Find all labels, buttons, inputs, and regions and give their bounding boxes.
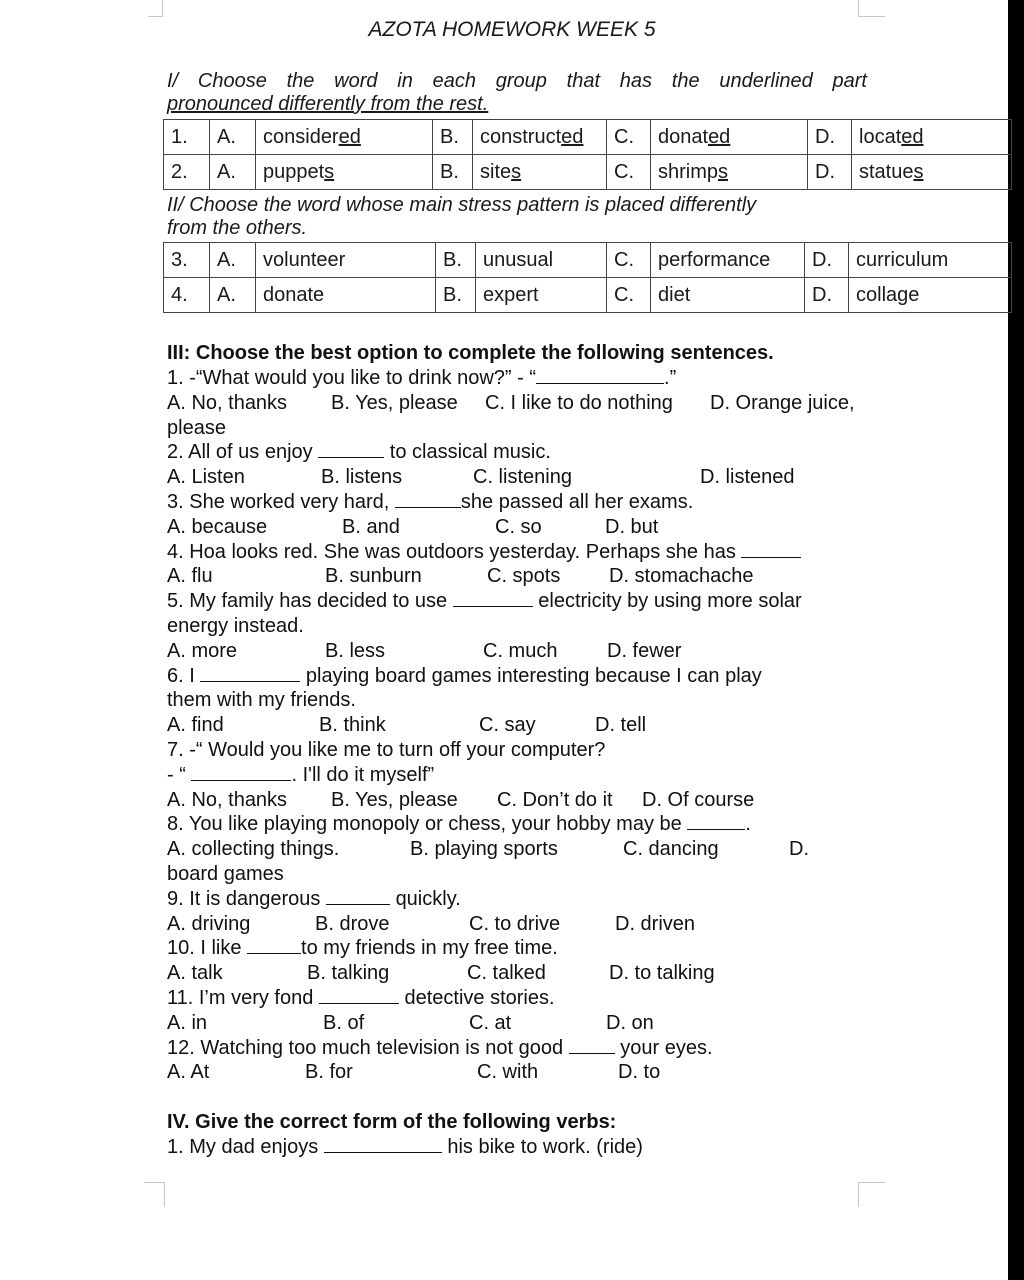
- crop-mark-top-right: [858, 0, 885, 17]
- option-word: unusual: [476, 243, 607, 278]
- option-d[interactable]: D. to: [618, 1061, 661, 1084]
- option-d[interactable]: D. driven: [615, 912, 696, 935]
- options-2: [167, 465, 887, 490]
- answer-blank[interactable]: [318, 442, 384, 458]
- option-c[interactable]: C. to drive: [469, 912, 561, 935]
- option-a[interactable]: A. At: [167, 1061, 210, 1084]
- right-edge-bar: [1008, 0, 1024, 1280]
- option-a[interactable]: A. collecting things.: [167, 838, 340, 861]
- option-d[interactable]: D.: [789, 838, 809, 861]
- option-word: expert: [476, 278, 607, 313]
- section2-line2: from the others.: [167, 217, 308, 239]
- question-1: 1. -“What would you like to drink now?” - “ .”: [167, 367, 677, 389]
- option-c[interactable]: C. Don’t do it: [497, 788, 613, 811]
- question-11: 11. I’m very fond detective stories.: [167, 986, 555, 1009]
- answer-blank[interactable]: [536, 368, 664, 384]
- option-letter: D.: [808, 120, 852, 155]
- option-c[interactable]: C. dancing: [623, 838, 719, 861]
- crop-mark-top-left: [148, 0, 163, 17]
- question-5: 5. My family has decided to use electricity by using more solar: [167, 590, 802, 613]
- row-number: 4.: [164, 278, 210, 313]
- option-b[interactable]: B. Yes, please: [331, 788, 458, 811]
- option-a[interactable]: A. more: [167, 639, 238, 662]
- option-d[interactable]: D. but: [605, 515, 659, 538]
- answer-blank[interactable]: [569, 1038, 615, 1054]
- option-c[interactable]: C. at: [469, 1011, 512, 1034]
- answer-blank[interactable]: [741, 542, 801, 558]
- options-12: [167, 1060, 887, 1085]
- option-c[interactable]: C. much: [483, 639, 558, 662]
- option-c[interactable]: C. spots: [487, 565, 561, 588]
- option-letter: C.: [607, 155, 651, 190]
- option-word: puppets: [256, 155, 433, 190]
- page-title: AZOTA HOMEWORK WEEK 5: [368, 18, 656, 41]
- option-b[interactable]: B. drove: [315, 912, 390, 935]
- option-b[interactable]: B. of: [323, 1011, 365, 1034]
- option-word: shrimps: [651, 155, 808, 190]
- question-6: 6. I playing board games interesting because I can play: [167, 664, 762, 687]
- question-6-continued: them with my friends.: [167, 689, 356, 712]
- option-word: considered: [256, 120, 433, 155]
- table-row: [164, 155, 1012, 190]
- question-3: 3. She worked very hard, she passed all her exams.: [167, 490, 694, 513]
- options-3: [167, 515, 887, 540]
- options-10: [167, 961, 887, 986]
- answer-blank[interactable]: [395, 492, 461, 508]
- option-letter: A.: [210, 120, 256, 155]
- option-word: collage: [849, 278, 1012, 313]
- answer-blank[interactable]: [324, 1137, 442, 1153]
- option-b[interactable]: B. and: [342, 515, 400, 538]
- table-row: [164, 243, 1012, 278]
- option-d[interactable]: D. on: [606, 1011, 654, 1034]
- row-number: 1.: [164, 120, 210, 155]
- options-11: [167, 1011, 887, 1036]
- option-b[interactable]: B. for: [305, 1061, 353, 1084]
- option-a[interactable]: A. No, thanks: [167, 788, 288, 811]
- option-a[interactable]: A. No, thanks: [167, 391, 288, 414]
- section3: [167, 340, 887, 1160]
- answer-blank[interactable]: [687, 814, 745, 830]
- options-8: [167, 837, 887, 862]
- option-word: sites: [473, 155, 607, 190]
- option-word: located: [852, 120, 1012, 155]
- answer-blank[interactable]: [319, 988, 399, 1004]
- option-word: volunteer: [256, 243, 436, 278]
- option-word: constructed: [473, 120, 607, 155]
- option-d-continued: please: [167, 416, 226, 439]
- question-2: 2. All of us enjoy to classical music.: [167, 441, 551, 464]
- option-letter: D.: [805, 243, 849, 278]
- option-d[interactable]: D. Orange juice,: [710, 391, 855, 414]
- option-d[interactable]: D. to talking: [609, 962, 715, 985]
- option-word: diet: [651, 278, 805, 313]
- option-word: donate: [256, 278, 436, 313]
- section1-instruction: [167, 70, 867, 116]
- question-7: 7. -“ Would you like me to turn off your computer?: [167, 738, 606, 761]
- options-4: [167, 564, 887, 589]
- options-9: [167, 912, 887, 937]
- row-number: 2.: [164, 155, 210, 190]
- option-word: statues: [852, 155, 1012, 190]
- option-word: curriculum: [849, 243, 1012, 278]
- option-a[interactable]: A. flu: [167, 565, 213, 588]
- option-b[interactable]: B. less: [325, 639, 386, 662]
- section3-heading: III: Choose the best option to complete the following sentences.: [167, 342, 774, 364]
- row-number: 3.: [164, 243, 210, 278]
- option-a[interactable]: A. because: [167, 515, 268, 538]
- option-b[interactable]: B. think: [319, 714, 386, 737]
- crop-mark-bottom-left: [144, 1182, 165, 1207]
- answer-blank[interactable]: [247, 938, 301, 954]
- option-a[interactable]: A. find: [167, 714, 224, 737]
- option-c[interactable]: C. talked: [467, 962, 546, 985]
- option-b[interactable]: B. listens: [321, 466, 403, 489]
- section1-line2: pronounced differently from the rest.: [167, 93, 489, 115]
- section2-line1: II/ Choose the word whose main stress pattern is placed differently: [167, 194, 757, 216]
- option-a[interactable]: A. in: [167, 1011, 208, 1034]
- option-b[interactable]: B. playing sports: [410, 838, 558, 861]
- option-a[interactable]: A. driving: [167, 912, 251, 935]
- table-row: [164, 278, 1012, 313]
- section1-table: [163, 119, 1012, 190]
- question-9: 9. It is dangerous quickly.: [167, 887, 461, 910]
- option-letter: C.: [607, 120, 651, 155]
- options-6: [167, 713, 887, 738]
- option-letter: A.: [210, 155, 256, 190]
- option-letter: C.: [607, 278, 651, 313]
- question-10: 10. I like to my friends in my free time.: [167, 937, 558, 960]
- option-letter: D.: [805, 278, 849, 313]
- answer-blank[interactable]: [200, 666, 300, 682]
- options-5: [167, 639, 887, 664]
- crop-mark-bottom-right: [858, 1182, 885, 1207]
- options-1: [167, 391, 887, 416]
- option-b[interactable]: B. talking: [307, 962, 390, 985]
- option-a[interactable]: A. talk: [167, 962, 223, 985]
- option-d[interactable]: D. tell: [595, 714, 647, 737]
- option-letter: B.: [433, 120, 473, 155]
- options-7: [167, 788, 887, 813]
- answer-blank[interactable]: [191, 765, 291, 781]
- section4-heading: IV. Give the correct form of the following verbs:: [167, 1111, 617, 1134]
- option-letter: B.: [433, 155, 473, 190]
- option-letter: D.: [808, 155, 852, 190]
- question-4: 4. Hoa looks red. She was outdoors yesterday. Perhaps she has: [167, 540, 887, 565]
- option-c[interactable]: C. with: [477, 1061, 539, 1084]
- option-d[interactable]: D. fewer: [607, 639, 682, 662]
- option-c[interactable]: C. so: [495, 515, 542, 538]
- table-row: [164, 120, 1012, 155]
- option-d[interactable]: D. stomachache: [609, 565, 754, 588]
- question-7-reply: - “ . I'll do it myself”: [167, 763, 435, 786]
- option-letter: B.: [436, 278, 476, 313]
- section2-table: [163, 242, 1012, 313]
- section1-line1: I/ Choose the word in each group that has the underlined part: [167, 70, 867, 92]
- option-d-continued: board games: [167, 862, 284, 885]
- question-5-continued: energy instead.: [167, 614, 304, 637]
- option-letter: C.: [607, 243, 651, 278]
- question-12: 12. Watching too much television is not good your eyes.: [167, 1036, 713, 1059]
- option-d[interactable]: D. Of course: [642, 788, 755, 811]
- option-word: performance: [651, 243, 805, 278]
- section2-instruction: [167, 194, 867, 240]
- answer-blank[interactable]: [326, 889, 390, 905]
- section4-question-1: 1. My dad enjoys his bike to work. (ride): [167, 1136, 643, 1159]
- option-b[interactable]: B. sunburn: [325, 565, 422, 588]
- option-c[interactable]: C. listening: [473, 466, 572, 489]
- option-word: donated: [651, 120, 808, 155]
- option-letter: A.: [210, 243, 256, 278]
- option-d[interactable]: D. listened: [700, 466, 795, 489]
- option-b[interactable]: B. Yes, please: [331, 391, 458, 414]
- option-letter: B.: [436, 243, 476, 278]
- option-a[interactable]: A. Listen: [167, 466, 245, 489]
- option-letter: A.: [210, 278, 256, 313]
- question-8: 8. You like playing monopoly or chess, your hobby may be .: [167, 813, 751, 836]
- option-c[interactable]: C. I like to do nothing: [485, 391, 673, 414]
- answer-blank[interactable]: [453, 591, 533, 607]
- option-c[interactable]: C. say: [479, 714, 536, 737]
